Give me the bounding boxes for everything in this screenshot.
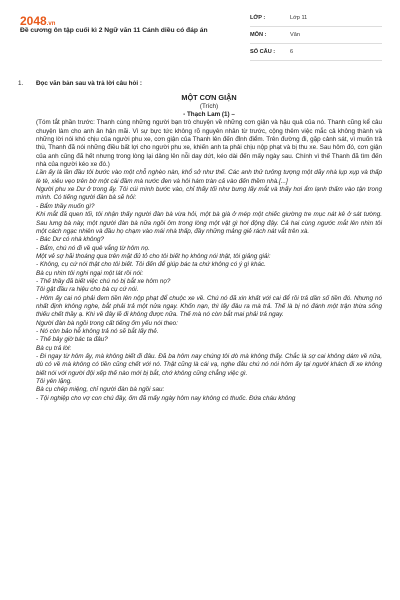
- passage-paragraph: - Tội nghiệp cho vợ con chú đây, ốm đã mấy ngày hôm nay không có thuốc. Đứa cháu không: [36, 394, 296, 402]
- meta-table: [250, 10, 382, 61]
- meta-value: Văn: [290, 32, 300, 38]
- passage-paragraph: - Bẩm thầy muốn gì?: [36, 202, 95, 210]
- passage-subtitle: (Trích): [199, 102, 219, 110]
- document-title: Đề cương ôn tập cuối kì 2 Ngữ văn 11 Cánh diều có đáp án: [20, 27, 208, 34]
- passage-paragraph: Tôi yên lặng.: [36, 378, 73, 386]
- passage-paragraph: - Hôm ấy cai nó phải đem tiền lên nộp phạt để chuộc xe về. Chú nó đã xin khất với cai để rồi trả dần số tiền đó. Nhưng nó nhất định không nghe, bắt phải trả một nửa ngay. Khốn nạn, thì lấy đâu ra mà trả. Thế là bị nó đánh một trận thừa sống thiếu chết thầy ạ. Khi về đây lẽ đi không được nữa. Thế mà nó còn bắt mai phải trả ngay.: [36, 294, 382, 319]
- passage-paragraph: Tôi gật đầu ra hiệu cho bà cụ cứ nói.: [36, 286, 139, 294]
- meta-label: LỚP :: [250, 15, 266, 21]
- meta-row-question-count: [250, 44, 382, 61]
- passage-paragraph: - Bẩm, chú nó đi về quê vắng từ hôm nọ.: [36, 244, 150, 252]
- passage-paragraph: - Nó còn bảo hễ không trả nó sẽ bắt lấy thẻ.: [36, 327, 159, 335]
- header: [0, 0, 400, 68]
- passage-paragraph: - Thế thầy đã biết việc chú nó bị bắt xe hôm nọ?: [36, 277, 171, 285]
- passage-paragraph: Người phu xe Dư ở trong ấy. Tôi cúi mình bước vào, chỉ thấy tối như bưng lấy mắt và thấy hơi ẩm lạnh thấm vào tận trong mình. Có tiếng người đàn bà sẽ hỏi:: [36, 186, 382, 202]
- question-number: 1.: [18, 80, 24, 87]
- passage-paragraph: (Tóm tắt phần trước: Thanh cùng những người bạn trò chuyện về những cơn giận và hậu quả của nó. Thanh cũng kể câu chuyện làm cho anh ân hận mãi. Vì sự bực tức không rõ nguyên nhân từ trước, cộng thêm việc mắc cả không thành và những lời nói khó chịu của người phu xe, cơn giận của Thanh lên đến đỉnh điểm. Trên đường đi, gặp cảnh sát, vì muốn trả thù, Thanh đã nói những điều bất lợi cho người phu xe, khiến anh ta phải chịu nộp phạt và bị thu xe. Sau hôm đó, cơn giận của anh cũng đã hết nhưng trong lòng lại dâng lên nỗi day dứt, kéo dài đến mấy ngày sau. Chính vì thế Thanh đã tìm đến nhà của người kéo xe đó.): [36, 119, 382, 169]
- passage-paragraph: - Thế bây giờ bác ta đâu?: [36, 336, 108, 344]
- site-logo[interactable]: [20, 14, 55, 28]
- meta-label: SỐ CÂU :: [250, 49, 276, 55]
- passage-paragraph: - Đi ngay từ hôm ấy, mà không biết đi đâu. Đã ba hôm nay chúng tôi dò mà không thấy. Chắc là sợ cai không dám về nữa, dù có về mà không có tiền cũng chết với nó. Thật cũng là cái vạ, nghe đâu chú nó nói hôm ấy tại người khách đi xe không biết nói với người đội xếp thế nào mới bị bắt, chớ không cũng chẳng việc gì.: [36, 353, 382, 377]
- meta-value: 6: [290, 49, 294, 55]
- passage-paragraph: Khi mắt đã quen tối, tôi nhận thấy người đàn bà vừa hỏi, một bà già ở mép một chiếc giường tre mục nát kê ở sát tường. Sau lưng bà này, một người đàn bà nữa ngồi ôm trong lòng một vật gì hơi động đậy. Cả hai cùng ngước mắt lên nhìn tôi một cách ngạc nhiên và đầu họ chạm vào mái nhà thấp, đầy những mảng giẻ rách nát vắt trên xà.: [36, 211, 382, 235]
- logo-tld: .vn: [46, 21, 56, 27]
- passage-paragraph: Một vẻ sợ hãi thoáng qua trên mặt đủ tỏ cho tôi biết họ không nói thật, tôi giảng giải:: [36, 252, 271, 260]
- passage-paragraph: Người đàn bà ngồi trong cất tiếng ốm yếu nói theo:: [36, 319, 178, 327]
- passage-title: MỘT CƠN GIẬN: [181, 93, 237, 103]
- passage-paragraph: Bà cụ trả lời:: [36, 344, 72, 352]
- passage-paragraph: Bà cụ chép miệng, chỉ người đàn bà ngồi sau:: [36, 386, 165, 394]
- passage-paragraphs: [36, 119, 382, 403]
- passage-paragraph: - Không, cụ cứ nói thật cho tôi biết. Tôi đến để giúp bác ta chứ không có ý gì khác.: [36, 261, 266, 269]
- meta-row-class: [250, 10, 382, 27]
- question-body: [18, 80, 382, 403]
- question-header: [18, 80, 382, 88]
- meta-label: MÔN :: [250, 32, 267, 38]
- meta-value: Lớp 11: [290, 15, 308, 21]
- question-prompt: Đọc văn bản sau và trả lời câu hỏi :: [36, 80, 142, 87]
- meta-row-subject: [250, 27, 382, 44]
- passage-author: - Thạch Lam (1) –: [183, 111, 235, 119]
- passage-paragraph: Bà cụ nhìn tôi nghi ngại một lát rồi nói:: [36, 269, 144, 277]
- passage-paragraph: Lần ấy là lần đầu tôi bước vào một chỗ nghèo nàn, khổ sở như thế. Các anh thử tưởng tượng một dãy nhà lụp xụp và thấp lè tè, xiêu vẹo trên bờ một cái đầm mà nước đen và hôi hám tràn cả vào đến thềm nhà.[...]: [36, 169, 382, 185]
- reading-passage: [36, 94, 382, 403]
- logo-text: 2048: [20, 14, 47, 28]
- passage-paragraph: - Bác Dư có nhà không?: [36, 236, 105, 244]
